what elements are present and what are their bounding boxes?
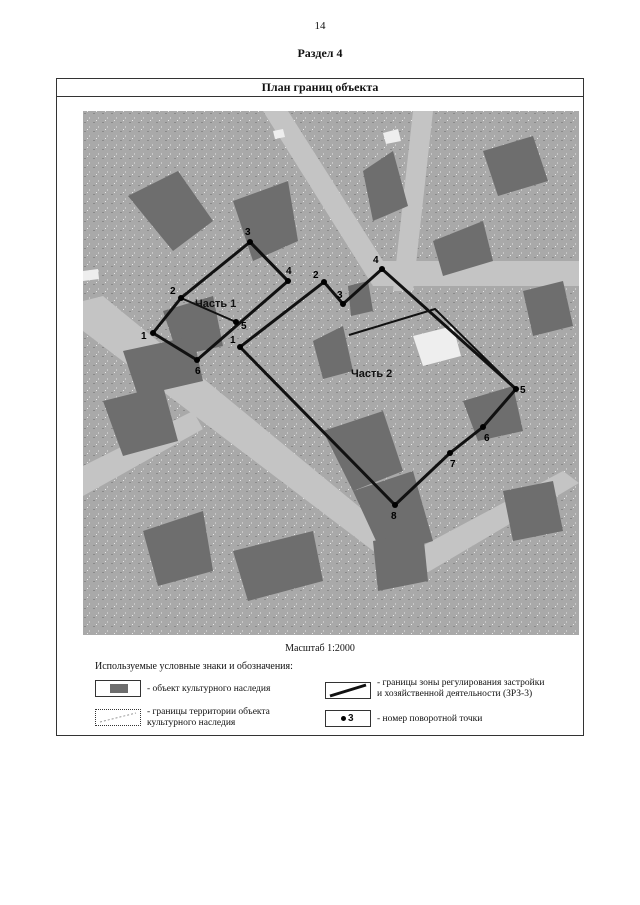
part2-point-4-label: 4 — [373, 255, 379, 266]
legend-point-text: - номер поворотной точки — [377, 714, 483, 724]
part1-point-4-label: 4 — [286, 266, 292, 277]
part2-point-2-label: 2 — [313, 270, 319, 281]
heritage-swatch — [95, 680, 141, 697]
part2-point-1-label: 1 — [230, 335, 236, 346]
part2-label: Часть 2 — [351, 368, 393, 380]
territory-swatch — [95, 709, 141, 726]
scale-text: Масштаб 1:2000 — [285, 643, 355, 654]
zone-swatch — [325, 682, 371, 699]
section-title: Раздел 4 — [297, 46, 343, 60]
map-svg — [83, 111, 579, 635]
part1-point-1-label: 1 — [141, 331, 147, 342]
part1-point-6-label: 6 — [195, 366, 201, 377]
part1-point-2-label: 2 — [170, 286, 176, 297]
legend-territory-line2: культурного наследия — [147, 718, 236, 728]
legend-territory-text — [147, 707, 270, 729]
part2-point-6-label: 6 — [484, 433, 490, 444]
part1-label: Часть 1 — [195, 298, 237, 310]
legend-heritage-text: - объект культурного наследия — [147, 684, 271, 694]
boundary-map — [83, 111, 579, 635]
part1-point-5-label: 5 — [241, 321, 247, 332]
legend-title: Используемые условные знаки и обозначения: — [95, 661, 293, 672]
point-swatch — [325, 710, 371, 727]
part2-point-7-label: 7 — [450, 459, 456, 470]
legend-territory-line1: - границы территории объекта — [147, 707, 270, 717]
page-number: 14 — [314, 20, 326, 32]
plan-frame — [56, 78, 584, 736]
part2-point-5-label: 5 — [520, 385, 526, 396]
point-sample-label: 3 — [348, 713, 354, 724]
legend-zone-line1: - границы зоны регулирования застройки — [377, 678, 545, 688]
legend-zone-line2: и хозяйственной деятельности (ЗРЗ-3) — [377, 689, 533, 699]
part2-point-8-label: 8 — [391, 511, 397, 522]
part1-point-3-label: 3 — [245, 227, 251, 238]
legend-zone-text — [377, 678, 544, 700]
frame-title: План границ объекта — [57, 79, 583, 97]
part2-point-3-label: 3 — [337, 290, 343, 301]
